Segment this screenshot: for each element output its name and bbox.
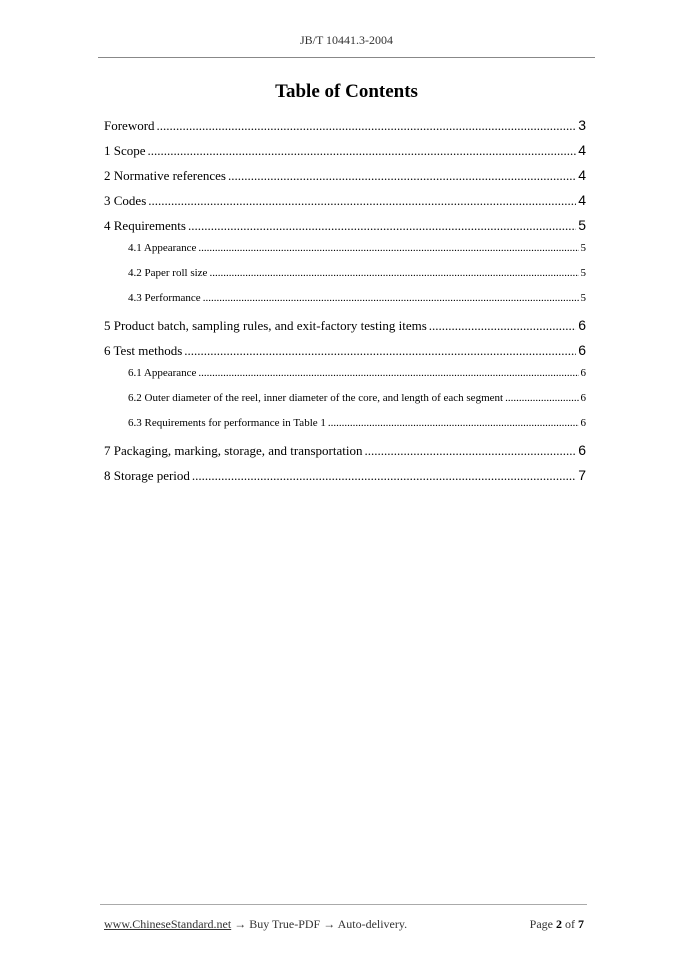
dot-leader bbox=[184, 343, 576, 359]
footer-promo bbox=[104, 917, 407, 932]
toc-entry-page: 5 bbox=[580, 292, 586, 304]
toc-entry-requirements[interactable] bbox=[104, 217, 586, 242]
toc-entry-page: 7 bbox=[578, 467, 586, 483]
toc-entry-label: 3 Codes bbox=[104, 193, 147, 208]
toc-entry-storage-period[interactable] bbox=[104, 467, 586, 492]
toc-entry-appearance-6-1[interactable] bbox=[104, 367, 586, 392]
toc-entry-page: 6 bbox=[578, 317, 586, 333]
toc-entry-label: 6.3 Requirements for performance in Table 1 bbox=[128, 417, 326, 429]
toc-entry-performance-requirements[interactable] bbox=[104, 417, 586, 442]
footer-divider bbox=[100, 904, 587, 905]
toc-entry-label: 6.1 Appearance bbox=[128, 367, 197, 379]
toc-entry-page: 5 bbox=[578, 217, 586, 233]
toc-entry-label: 4 Requirements bbox=[104, 218, 186, 233]
dot-leader bbox=[198, 242, 578, 254]
toc-entry-label: Foreword bbox=[104, 118, 155, 133]
dot-leader bbox=[505, 392, 578, 404]
page-total: 7 bbox=[578, 917, 584, 931]
page-label: Page bbox=[529, 917, 553, 931]
page-current: 2 bbox=[556, 917, 562, 931]
website-link[interactable]: www.ChineseStandard.net bbox=[104, 917, 232, 931]
document-header: JB/T 10441.3-2004 bbox=[299, 33, 394, 47]
toc-entry-packaging[interactable] bbox=[104, 442, 586, 467]
dot-leader bbox=[148, 143, 577, 159]
toc-entry-page: 3 bbox=[578, 117, 586, 133]
toc-entry-product-batch[interactable] bbox=[104, 317, 586, 342]
page-footer bbox=[104, 917, 584, 932]
toc-entry-page: 4 bbox=[578, 142, 586, 158]
toc-entry-label: 1 Scope bbox=[104, 143, 146, 158]
dot-leader bbox=[198, 367, 578, 379]
page-of: of bbox=[565, 917, 575, 931]
toc-entry-label: 6.2 Outer diameter of the reel, inner diameter of the core, and length of each segment bbox=[128, 392, 504, 404]
toc-entry-performance[interactable] bbox=[104, 292, 586, 317]
toc-entry-label: 6 Test methods bbox=[104, 343, 183, 358]
table-of-contents bbox=[104, 117, 586, 492]
toc-entry-scope[interactable] bbox=[104, 142, 586, 167]
toc-entry-label: 4.1 Appearance bbox=[128, 242, 197, 254]
dot-leader bbox=[203, 292, 579, 304]
toc-entry-page: 4 bbox=[578, 167, 586, 183]
page-indicator bbox=[530, 917, 584, 932]
dot-leader bbox=[429, 318, 576, 334]
dot-leader bbox=[328, 417, 579, 429]
toc-entry-label: 7 Packaging, marking, storage, and transportation bbox=[104, 443, 363, 458]
dot-leader bbox=[188, 218, 576, 234]
toc-entry-test-methods[interactable] bbox=[104, 342, 586, 367]
dot-leader bbox=[209, 267, 578, 279]
header-divider bbox=[98, 57, 595, 58]
toc-entry-label: 2 Normative references bbox=[104, 168, 226, 183]
toc-entry-appearance-4-1[interactable] bbox=[104, 242, 586, 267]
toc-entry-page: 6 bbox=[578, 442, 586, 458]
toc-entry-page: 6 bbox=[580, 367, 586, 379]
toc-entry-label: 4.2 Paper roll size bbox=[128, 267, 208, 279]
dot-leader bbox=[228, 168, 576, 184]
toc-entry-foreword[interactable] bbox=[104, 117, 586, 142]
dot-leader bbox=[157, 118, 577, 134]
toc-entry-outer-diameter[interactable] bbox=[104, 392, 586, 417]
dot-leader bbox=[148, 193, 576, 209]
toc-entry-label: 8 Storage period bbox=[104, 468, 190, 483]
dot-leader bbox=[365, 443, 577, 459]
toc-entry-paper-roll-size[interactable] bbox=[104, 267, 586, 292]
toc-entry-page: 6 bbox=[580, 392, 586, 404]
toc-entry-page: 4 bbox=[578, 192, 586, 208]
page-title: Table of Contents bbox=[275, 81, 418, 102]
toc-entry-label: 5 Product batch, sampling rules, and exit-factory testing items bbox=[104, 318, 427, 333]
toc-entry-page: 6 bbox=[580, 417, 586, 429]
toc-entry-page: 6 bbox=[578, 342, 586, 358]
toc-entry-codes[interactable] bbox=[104, 192, 586, 217]
toc-entry-label: 4.3 Performance bbox=[128, 292, 201, 304]
footer-promo-text: → Buy True-PDF → Auto-delivery. bbox=[234, 917, 408, 931]
dot-leader bbox=[192, 468, 576, 484]
toc-entry-normative-references[interactable] bbox=[104, 167, 586, 192]
toc-entry-page: 5 bbox=[580, 242, 586, 254]
toc-entry-page: 5 bbox=[580, 267, 586, 279]
